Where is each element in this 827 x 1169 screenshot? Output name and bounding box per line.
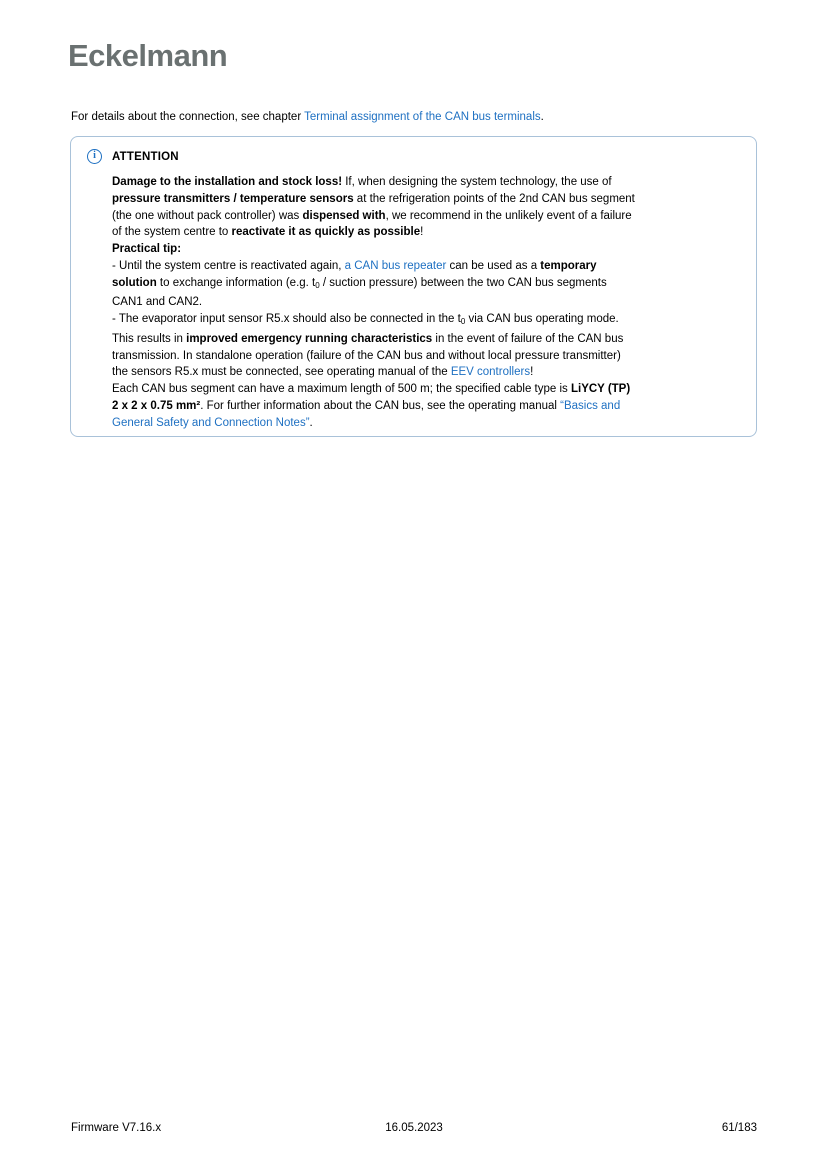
text-run: .	[309, 416, 313, 429]
text-run: to exchange information (e.g. t	[156, 276, 316, 289]
attention-box	[70, 136, 757, 437]
can-bus-repeater-link[interactable]: a CAN bus repeater	[344, 259, 447, 272]
text-run: via CAN bus operating mode.	[465, 313, 619, 325]
text-run: can be used as a	[446, 259, 541, 272]
body-line	[112, 415, 746, 432]
terminal-assignment-link[interactable]: Terminal assignment of the CAN bus terminals	[304, 111, 541, 123]
body-line	[112, 331, 746, 348]
body-line	[112, 224, 746, 241]
body-line	[112, 398, 746, 415]
text-run: LiYCY (TP)	[570, 383, 631, 395]
attention-body	[112, 174, 746, 431]
footer-page-number: 61/183	[721, 1122, 757, 1134]
body-line	[112, 294, 746, 311]
body-line	[112, 241, 746, 258]
text-run: transmission. In standalone operation (failure of the CAN bus and without local pressure transmitter)	[112, 349, 621, 362]
attention-title: ATTENTION	[112, 150, 179, 163]
body-line	[112, 208, 746, 225]
page-footer	[71, 1122, 757, 1134]
intro-paragraph	[71, 109, 544, 125]
eev-controllers-link[interactable]: EEV controllers	[450, 366, 531, 379]
text-run: For details about the connection, see chapter	[71, 111, 305, 123]
text-run: If, when designing the system technology, the use of	[342, 176, 612, 188]
text-run: Each CAN bus segment can have a maximum length of 500 m; the specified cable type is	[112, 383, 571, 395]
text-run: - The evaporator input sensor R5.x should also be connected in the t	[112, 313, 461, 325]
text-run: (the one without pack controller) was	[112, 209, 303, 222]
info-icon: i	[87, 149, 102, 164]
eckelmann-logo: Eckelmann	[68, 38, 228, 73]
text-run: 2 x 2 x 0.75 mm²	[112, 399, 201, 412]
text-run: Practical tip:	[112, 243, 182, 255]
text-run: the sensors R5.x must be connected, see operating manual of the	[112, 366, 451, 379]
body-line	[112, 364, 746, 381]
footer-date: 16.05.2023	[385, 1122, 443, 1134]
text-run: .	[540, 111, 544, 123]
text-run: solution	[112, 276, 157, 289]
text-run: in the event of failure of the CAN bus	[432, 332, 624, 345]
body-line	[112, 348, 746, 365]
text-run: 0	[315, 280, 320, 290]
text-run: Damage to the installation and stock loss!	[112, 176, 343, 188]
text-run: CAN1 and CAN2.	[112, 296, 203, 309]
text-run: 0	[460, 317, 466, 326]
footer-firmware-version: Firmware V7.16.x	[71, 1122, 162, 1134]
body-line	[112, 191, 746, 208]
text-run: reactivate it as quickly as possible	[231, 226, 421, 239]
text-run: dispensed with	[302, 209, 386, 222]
text-run: , we recommend in the unlikely event of a failure	[385, 209, 632, 222]
body-line	[112, 275, 746, 295]
body-line	[112, 381, 746, 398]
text-run: !	[530, 366, 534, 379]
text-run: pressure transmitters / temperature sensors	[112, 192, 354, 205]
attention-header	[87, 149, 179, 164]
text-run: !	[420, 226, 424, 239]
text-run: at the refrigeration points of the 2nd CAN bus segment	[353, 192, 635, 205]
text-run: temporary	[540, 259, 597, 272]
basics-safety-notes-link[interactable]: “Basics and	[560, 399, 621, 412]
text-run: This results in	[112, 332, 187, 345]
text-run: of the system centre to	[112, 226, 232, 239]
body-line	[112, 258, 746, 275]
text-run: improved emergency running characteristics	[186, 332, 433, 345]
text-run: . For further information about the CAN bus, see the operating manual	[200, 399, 561, 412]
body-line	[112, 311, 746, 331]
text-run: / suction pressure) between the two CAN bus segments	[319, 276, 607, 289]
basics-safety-notes-link[interactable]: General Safety and Connection Notes”	[112, 416, 310, 429]
body-line	[112, 174, 746, 191]
text-run: - Until the system centre is reactivated again,	[112, 259, 345, 272]
